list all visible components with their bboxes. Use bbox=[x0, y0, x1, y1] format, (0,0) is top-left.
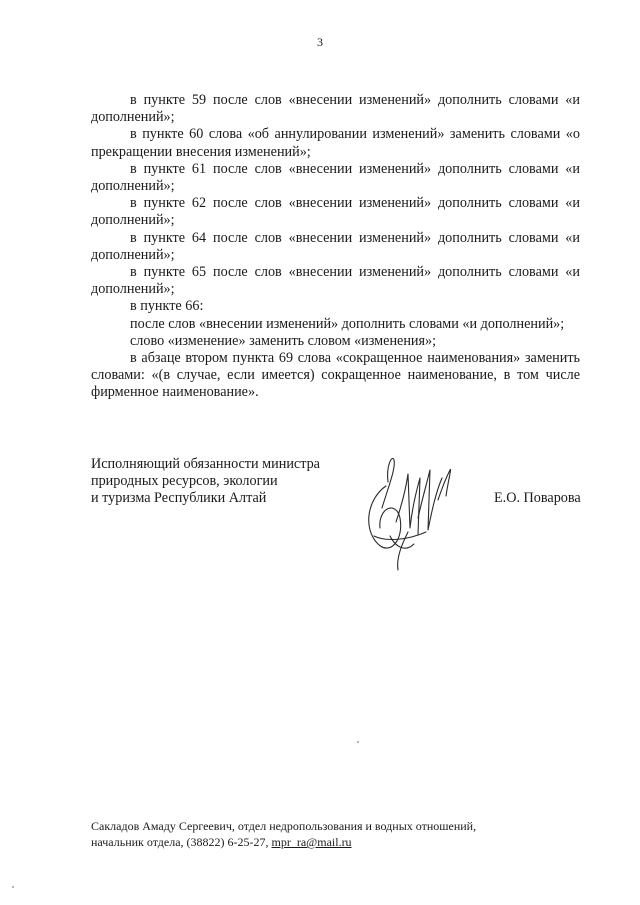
signatory-title bbox=[91, 456, 391, 508]
document-body bbox=[91, 92, 580, 402]
paragraph-item-66-sub1: после слов «внесении изменений» дополнить словами «и дополнений»; bbox=[130, 315, 565, 332]
paragraph-item-64: в пункте 64 после слов «внесении изменений» дополнить словами «и дополнений»; bbox=[91, 229, 580, 263]
paragraph-item-66-sub2: слово «изменение» заменить словом «изменения»; bbox=[130, 332, 437, 349]
scan-speck bbox=[357, 741, 359, 743]
signatory-title-line: и туризма Республики Алтай bbox=[91, 490, 267, 507]
paragraph-item-59: в пункте 59 после слов «внесении изменений» дополнить словами «и дополнений»; bbox=[91, 92, 580, 126]
executor-contact bbox=[91, 818, 551, 850]
page-number: 3 bbox=[317, 35, 323, 49]
scan-speck bbox=[12, 886, 14, 888]
paragraph-item-66: в пункте 66: bbox=[130, 298, 204, 315]
signatory-title-line: Исполняющий обязанности министра bbox=[91, 456, 320, 472]
email-link[interactable]: mpr_ra@mail.ru bbox=[271, 835, 352, 849]
executor-phone-text: начальник отдела, (38822) 6-25-27, bbox=[91, 835, 272, 849]
paragraph-item-65: в пункте 65 после слов «внесении изменений» дополнить словами «и дополнений»; bbox=[91, 264, 580, 298]
paragraph-item-60: в пункте 60 слова «об аннулировании изменений» заменить словами «о прекращении внесения изменений»; bbox=[91, 126, 580, 160]
handwritten-signature bbox=[356, 448, 466, 573]
signatory-name: Е.О. Поварова bbox=[494, 490, 581, 506]
paragraph-item-61: в пункте 61 после слов «внесении изменений» дополнить словами «и дополнений»; bbox=[91, 160, 580, 195]
executor-line: Сакладов Амаду Сергеевич, отдел недропользования и водных отношений, bbox=[91, 819, 477, 833]
signatory-title-line: природных ресурсов, экологии bbox=[91, 473, 278, 490]
paragraph-item-62: в пункте 62 после слов «внесении изменений» дополнить словами «и дополнений»; bbox=[91, 195, 580, 229]
paragraph-item-69: в абзаце втором пункта 69 слова «сокращенное наименования» заменить словами: «(в случае, если имеется) сокращенное наименование, в том числе фирменное наименование». bbox=[91, 350, 580, 401]
executor-contact-line bbox=[91, 834, 551, 850]
